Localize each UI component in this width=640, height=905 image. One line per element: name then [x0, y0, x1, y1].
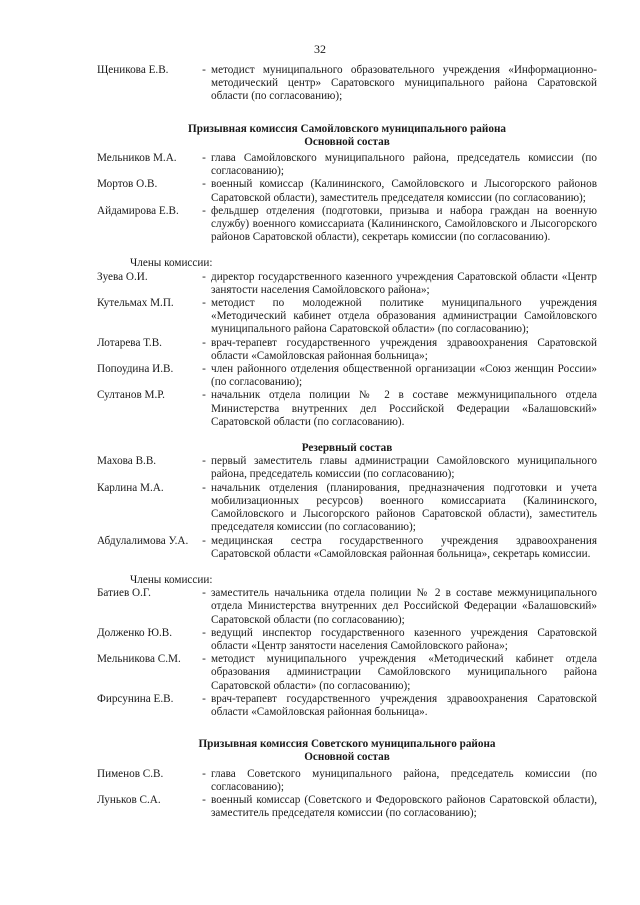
- person-position: начальник отделения (планирования, предназначения подготовки и учета мобилизационных ресурсов) военного комиссариата (Калининского, Самойловского и Лысогорского районов Саратовской области), заместитель председателя комиссии (по согласованию);: [211, 481, 597, 534]
- person-position: военный комиссар (Калининского, Самойловского и Лысогорского районов Саратовской области), заместитель председателя комиссии (по согласованию);: [211, 178, 597, 204]
- person-position: первый заместитель главы администрации Самойловского муниципального района, председатель комиссии (по согласованию);: [211, 455, 597, 481]
- members-label: Члены комиссии:: [130, 573, 213, 586]
- person-position: глава Самойловского муниципального района, председатель комиссии (по согласованию);: [211, 152, 597, 178]
- dash: -: [202, 481, 206, 494]
- person-name: Щеникова Е.В.: [97, 64, 169, 76]
- dash: -: [202, 270, 206, 283]
- person-position: член районного отделения общественной организации «Союз женщин России» (по согласованию);: [211, 363, 597, 389]
- person-name: Карлина М.А.: [97, 481, 164, 494]
- person-position: методист муниципального учреждения «Методический кабинет отдела образования администрации Самойловского муниципального района Саратовской области» (по согласованию);: [211, 653, 597, 692]
- list-item: [97, 768, 597, 794]
- dash: -: [202, 692, 206, 705]
- reserve-composition-list: [97, 455, 597, 561]
- intro-list: [97, 64, 597, 104]
- person-position: врач-терапевт государственного учреждения здравоохранения Саратовской области «Самойловская районная больница».: [211, 692, 597, 718]
- subsection-title: Основной состав: [304, 751, 390, 764]
- person-position: фельдшер отделения (подготовки, призыва и набора граждан на военную службу) военного комиссариата (Калининского, Самойловского и Лысогорского районов Саратовской области), секретарь комиссии (по согласованию).: [211, 204, 597, 244]
- dash: -: [202, 152, 206, 165]
- list-item: [97, 297, 597, 337]
- dash: -: [202, 363, 206, 376]
- section-title: Призывная комиссия Советского муниципального района: [198, 738, 496, 751]
- person-name: Пименов С.В.: [97, 767, 164, 780]
- members-label: Члены комиссии:: [130, 257, 213, 270]
- main-composition-list: [97, 768, 597, 821]
- list-item: [97, 794, 597, 820]
- dash: -: [202, 793, 206, 806]
- section-title: Призывная комиссия Самойловского муниципального района: [188, 122, 506, 135]
- dash: -: [202, 336, 206, 349]
- list-item: [97, 152, 597, 178]
- person-name: Фирсунина Е.В.: [97, 692, 174, 705]
- person-name: Попоудина И.В.: [97, 363, 174, 376]
- person-name: Мельникова С.М.: [97, 653, 181, 666]
- person-position: методист по молодежной политике муниципального учреждения «Методический кабинет отдела образования администрации Самойловского муниципального района Саратовской области» (по согласованию);: [211, 297, 597, 336]
- person-name: Батиев О.Г.: [97, 587, 151, 600]
- person-name: Зуева О.И.: [97, 270, 148, 283]
- person-position: врач-терапевт государственного учреждения здравоохранения Саратовской области «Самойловская районная больница»;: [211, 336, 597, 362]
- person-name: Махова В.В.: [97, 455, 157, 468]
- person-position: ведущий инспектор государственного казенного учреждения Саратовской области «Центр занятости населения Самойловского района»;: [211, 626, 597, 652]
- dash: -: [202, 653, 206, 666]
- dash: -: [202, 587, 206, 600]
- dash: -: [202, 389, 206, 402]
- main-composition-list: [97, 152, 597, 244]
- person-name: Айдамирова Е.В.: [97, 204, 179, 217]
- list-item: [97, 653, 597, 693]
- members-list: [97, 271, 597, 429]
- person-name: Лотарева Т.В.: [97, 336, 162, 349]
- person-name: Луньков С.А.: [97, 793, 161, 806]
- person-name: Мортов О.В.: [97, 178, 158, 191]
- document-body: [97, 64, 597, 820]
- list-item: [97, 271, 597, 297]
- list-item: [97, 337, 597, 363]
- list-item: [97, 627, 597, 653]
- person-position: методист муниципального образовательного учреждения «Информационно-методический центр» Саратовского муниципального района Саратовской области (по согласованию);: [211, 64, 597, 103]
- list-item: [97, 535, 597, 561]
- dash: -: [202, 204, 206, 217]
- person-position: глава Советского муниципального района, председатель комиссии (по согласованию);: [211, 767, 597, 793]
- person-name: Кутельмах М.П.: [97, 297, 174, 310]
- person-name: Долженко Ю.В.: [97, 626, 173, 639]
- reserve-members-list: [97, 587, 597, 719]
- subsection-title: Резервный состав: [301, 442, 393, 455]
- person-position: военный комиссар (Советского и Федоровского районов Саратовской области), заместитель председателя комиссии (по согласованию);: [211, 793, 597, 820]
- dash: -: [202, 534, 206, 547]
- dash: -: [202, 626, 206, 639]
- list-item: [97, 455, 597, 481]
- subsection-title: Основной состав: [304, 135, 390, 148]
- dash: -: [202, 767, 206, 780]
- list-item: [97, 178, 597, 204]
- dash: -: [202, 455, 206, 468]
- list-item: [97, 363, 597, 389]
- list-item: [97, 587, 597, 627]
- page-number: 32: [314, 42, 326, 56]
- person-name: Мельников М.А.: [97, 152, 177, 165]
- person-position: медицинская сестра государственного учреждения здравоохранения Саратовской области «Самойловская районная больница», секретарь комиссии.: [211, 534, 597, 560]
- person-name: Абдулалимова У.А.: [97, 534, 189, 547]
- person-position: заместитель начальника отдела полиции № 2 в составе межмуниципального отдела Министерства внутренних дел Российской Федерации «Балашовский» Саратовской области (по согласованию);: [211, 587, 597, 626]
- list-item: [97, 64, 597, 104]
- list-item: [97, 205, 597, 245]
- person-name: Султанов М.Р.: [97, 389, 165, 402]
- list-item: [97, 693, 597, 719]
- person-position: директор государственного казенного учреждения Саратовской области «Центр занятости населения Самойловского района»;: [211, 270, 597, 296]
- list-item: [97, 389, 597, 429]
- dash: -: [202, 178, 206, 191]
- dash: -: [202, 297, 206, 310]
- dash: -: [202, 64, 206, 76]
- list-item: [97, 482, 597, 535]
- person-position: начальник отдела полиции № 2 в составе межмуниципального отдела Министерства внутренних дел Российской Федерации «Балашовский» Саратовской области (по согласованию).: [211, 389, 597, 428]
